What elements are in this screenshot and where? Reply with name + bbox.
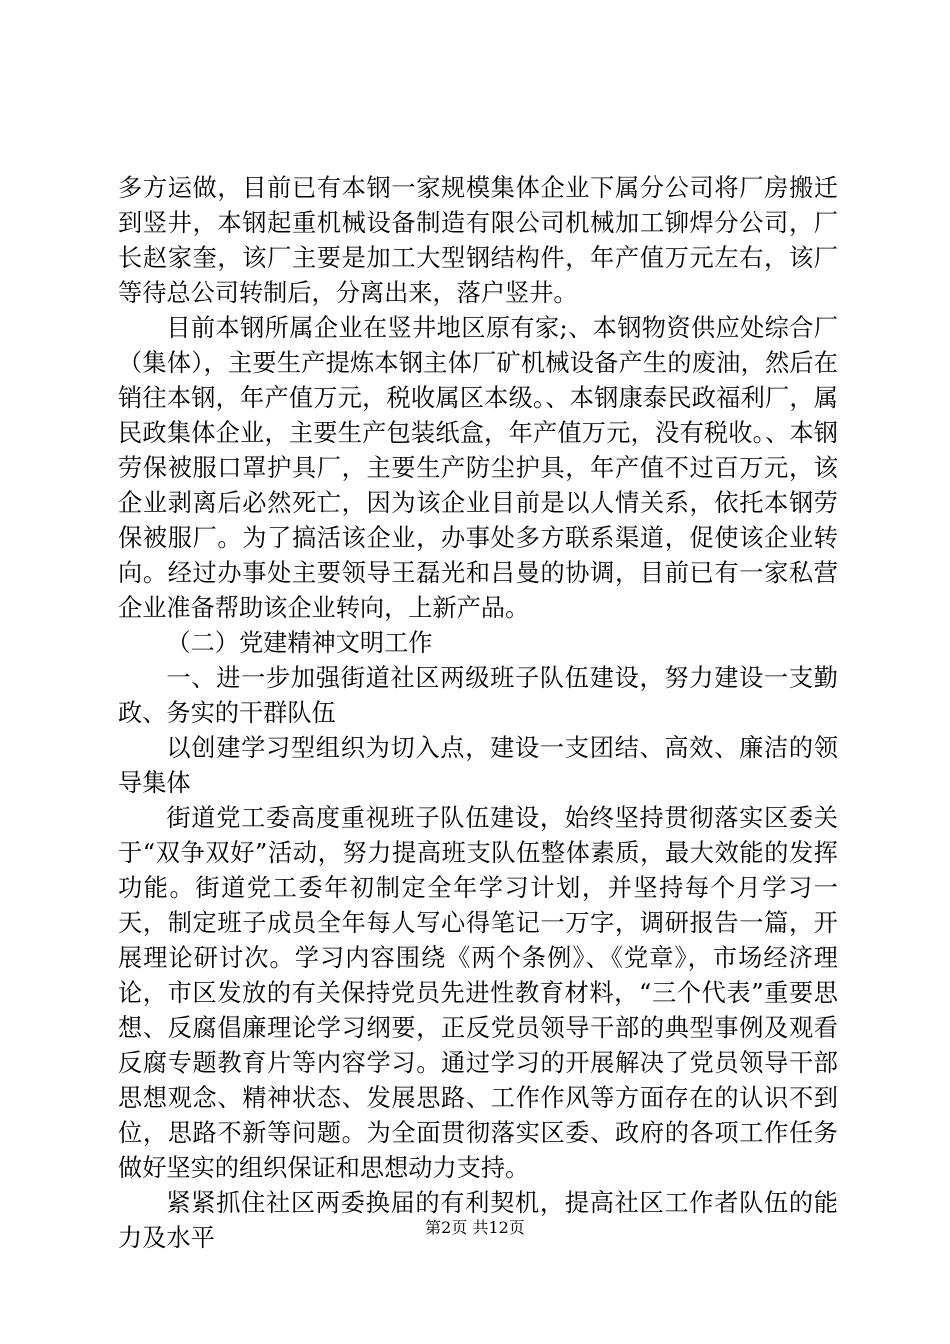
subheading-community-election: 紧紧抓住社区两委换届的有利契机，提高社区工作者队伍的能力及水平 — [118, 1189, 838, 1252]
subheading-learning-organization: 以创建学习型组织为切入点，建设一支团结、高效、廉洁的领导集体 — [118, 734, 838, 797]
document-body — [118, 171, 838, 1256]
section-heading-party-building: （二）党建精神文明工作 — [166, 629, 433, 657]
paragraph-enterprise-relocation: 多方运做，目前已有本钢一家规模集体企业下属分公司将厂房搬迁到竖井，本钢起重机械设备制造有限公司机械加工铆焊分公司，厂长赵家奎，该厂主要是加工大型钢结构件，年产值万元左右，该厂等待总公司转制后，分离出来，落户竖井。 — [118, 174, 838, 307]
paragraph-party-committee-study: 街道党工委高度重视班子队伍建设，始终坚持贯彻落实区委关于“双争双好”活动，努力提高班支队伍整体素质，最大效能的发挥功能。街道党工委年初制定全年学习计划，并坚持每个月学习一天，制定班子成员全年每人写心得笔记一万字，调研报告一篇，开展理论研讨次。学习内容围绕《两个条例》、《党章》，市场经济理论，市区发放的有关保持党员先进性教育材料，“三个代表”重要思想、反腐倡廉理论学习纲要，正反党员领导干部的典型事例及观看反腐专题教育片等内容学习。通过学习的开展解决了党员领导干部思想观念、精神状态、发展思路、工作作风等方面存在的认识不到位，思路不新等问题。为全面贯彻落实区委、政府的各项工作任务做好坚实的组织保证和思想动力支持。 — [118, 804, 838, 1182]
page-number-footer: 第2页 共12页 — [425, 1218, 525, 1237]
subheading-team-building: 一、进一步加强街道社区两级班子队伍建设，努力建设一支勤政、务实的干群队伍 — [118, 664, 838, 727]
paragraph-steel-enterprises: 目前本钢所属企业在竖井地区原有家;、本钢物资供应处综合厂（集体），主要生产提炼本钢主体厂矿机械设备产生的废油，然后在销往本钢，年产值万元，税收属区本级。、本钢康泰民政福利厂，属民政集体企业，主要生产包装纸盒，年产值万元，没有税收。、本钢劳保被服口罩护具厂，主要生产防尘护具，年产值不过百万元，该企业剥离后必然死亡，因为该企业目前是以人情关系，依托本钢劳保被服厂。为了搞活该企业，办事处多方联系渠道，促使该企业转向。经过办事处主要领导王磊光和吕曼的协调，目前已有一家私营企业准备帮助该企业转向，上新产品。 — [118, 314, 838, 622]
